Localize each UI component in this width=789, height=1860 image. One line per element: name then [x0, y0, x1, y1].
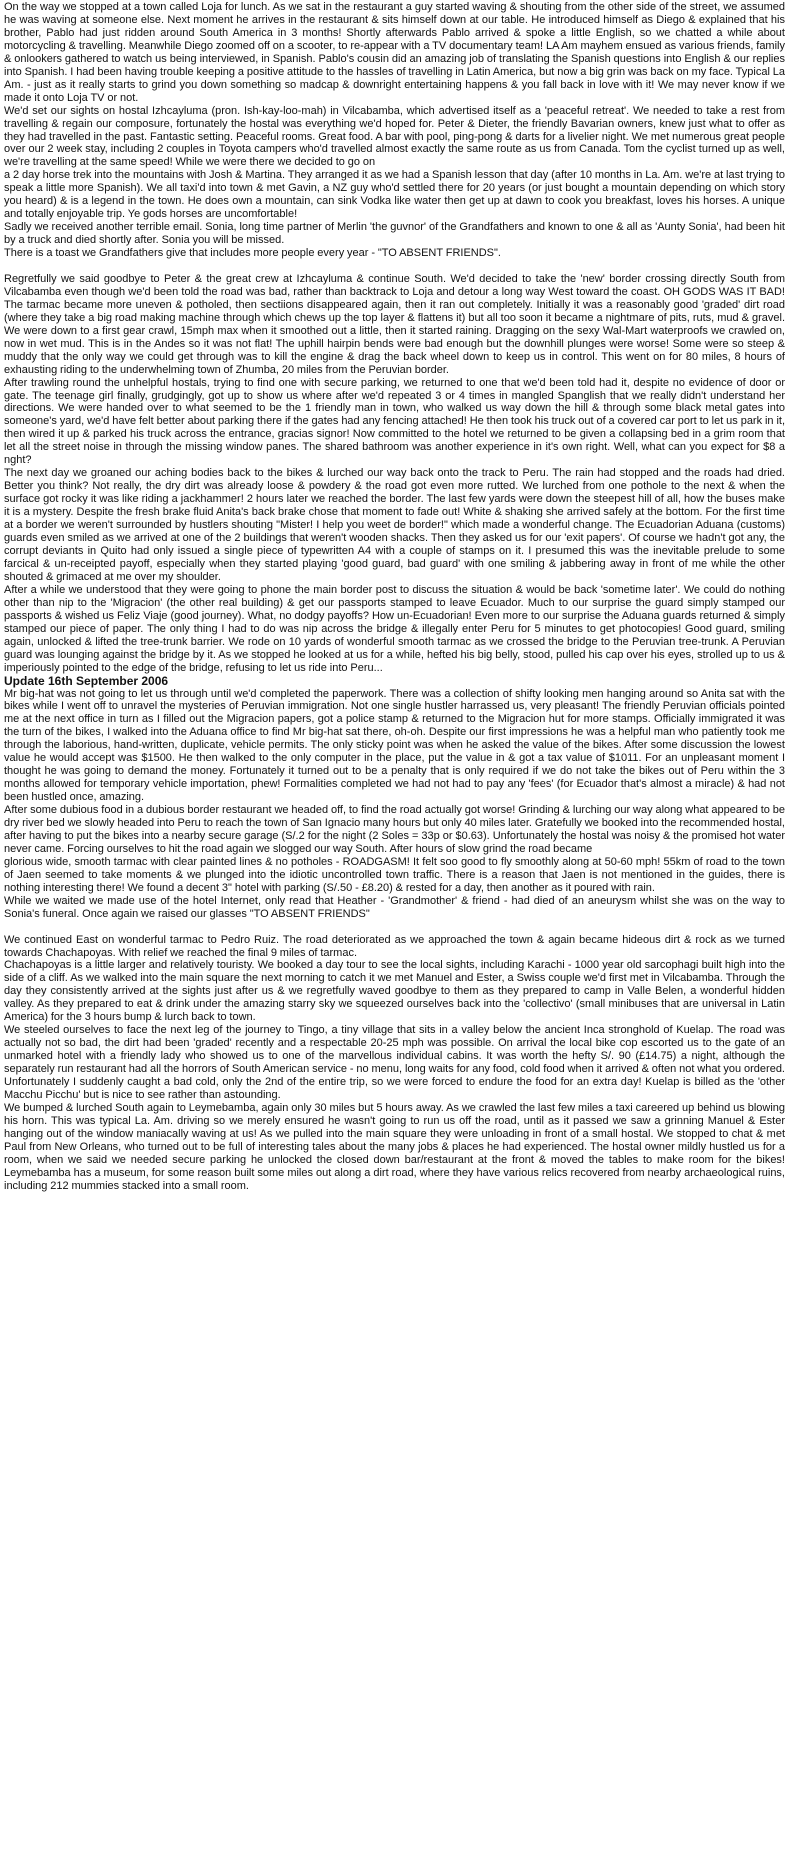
paragraph-ecuador-border: The next day we groaned our aching bodies back to the bikes & lurched our way back onto the track to Peru. The rain had stopped and the roads had dried. Better you think? Not really, the dry dirt was already loose & powdery & the road got even more rutted. We lurched from one pothole to the next & when the surface got rocky it was like riding a jackhammer! 2 hours later we reached the border. The last few yards were down the steepest hill of all, how the buses make it is a mystery. Despite the fresh brake fluid Anita's back brake chose that moment to fade out! White & shaking she arrived safely at the bottom. For the first time at a border we weren't surrounded by hustlers shouting "Mister! I help you weet de border!" which made a wonderful change. The Ecuadorian Aduana (customs) guards even smiled as we arrived at one of the 2 buildings that weren't wooden shacks. Then they asked us for our 'exit papers'. Of course we hadn't got any, the corrupt deviants in Quito had only issued a single piece of typewritten A4 with a couple of stamps on it. I presumed this was the inevitable prelude to some farcical & un-receipted payoff, especially when they started playing 'good guard, bad guard' with one smiling & jabbering away in front of me while the other shouted & grimaced at me over my shoulder. [4, 467, 785, 583]
paragraph-spacer [4, 921, 785, 934]
paragraph-leymebamba: We bumped & lurched South again to Leymebamba, again only 30 miles but 5 hours away. As we crawled the last few miles a taxi careered up behind us blowing his horn. This was typical La. Am. driving so we merely ensured he wasn't going to run us off the road, until as it passed we saw a grinning Manuel & Ester hanging out of the window maniacally waving at us! As we pulled into the main square they were unloading in front of a small hostal. We stopped to chat & met Paul from New Orleans, who turned out to be full of interesting tales about the many jobs & places he had experienced. The hostal owner mildly hustled us for a room, when we said we needed secure parking he unlocked the closed down bar/restaurant at the front & moved the tables to make room for the bikes! Leymebamba has a museum, for some reason built some miles out along a dirt road, where they have various relics recovered from nearby archaeological ruins, including 212 mummies stacked into a small room. [4, 1101, 785, 1192]
paragraph-jaen-tarmac: glorious wide, smooth tarmac with clear painted lines & no potholes - ROADGASM! It felt soo good to fly smoothly along at 50-60 mph! 55km of road to the town of Jaen seemed to take moments & we plunged into the idiotic uncontrolled town traffic. There is a reason that Jaen is not mentioned in the guides, there is nothing interesting there! We found a decent 3" hotel with parking (S/.50 - £8.20) & rested for a day, then another as it poured with rain. [4, 855, 785, 894]
section-peru-entry [4, 688, 785, 921]
paragraph-peruvian-immigration: Mr big-hat was not going to let us through until we'd completed the paperwork. There was a collection of shifty looking men hanging around so Anita sat with the bikes while I went off to unravel the mysteries of Peruvian immigration. Not one single hustler harrassed us, very pleasant! The friendly Peruvian officials pointed me at the next office in turn as I filled out the Migracion papers, got a police stamp & returned to the Migracion hut for more stamps. Officially immigrated it was the turn of the bikes, I walked into the Aduana office to find Mr big-hat sat there, oh-oh. Despite our first impressions he was a helpful man who patiently took me through the laborious, hand-written, duplicate, vehicle permits. The only sticky point was when he asked the value of the bikes. After some discussion the lowest value he would accept was $1500. He then walked to the only computer in the place, put the value in & got a tax value of $1011. For an unpleasant moment I thought he was going to demand the money. Fortunately it turned out to be a penalty that is only required if we do not take the bikes out of Peru within the 3 months allowed for temporary vehicle importation, phew! Formalities completed we had not had to pay any 'fees' (for Ecuador that's almost a miracle) & had not been hustled once, amazing. [4, 687, 785, 804]
paragraph-sonia-email: Sadly we received another terrible email. Sonia, long time partner of Merlin 'the guvnor' of the Grandfathers and known to one & all as 'Aunty Sonia', had been hit by a truck and died shortly after. Sonia you will be missed. [4, 221, 785, 247]
paragraph-chachapoyas: Chachapoyas is a little larger and relatively touristy. We booked a day tour to see the local sights, including Karachi - 1000 year old sarcophagi built high into the side of a cliff. As we walked into the main square the next morning to catch it we met Manuel and Ester, a Swiss couple we'd first met in Vilcabamba. Through the day they consistently arrived at the sights just after us & we regretfully waved goodbye to them as they prepared to camp in Valle Belen, a wonderful hidden valley. As they prepared to eat & drink under the amazing starry sky we squeezed ourselves back into the 'collectivo' (small minibuses that are universal in Latin America) for the 3 hours bump & lurch back to town. [4, 959, 785, 1024]
section-border-crossing [4, 273, 785, 675]
paragraph-zhumba-hostal: After trawling round the unhelpful hostals, trying to find one with secure parking, we returned to one that we'd been told had it, despite no evidence of door or gate. The teenage girl finally, grudgingly, got up to show us where after we'd repeated 3 or 4 times in mangled Spanglish that we really didn't understand her directions. We were handed over to what seemed to be the 1 friendly man in town, who walked us way down the hill & through some black metal gates into someone's yard, we'd have felt better about parking there if the gates had any fencing attached! He then took his truck out of a covered car port to let us park in it, then wired it up & parked his truck across the entrance, gracias signor! Now committed to the hotel we returned to be given a collapsing bed in a grim room that let all the street noise in through the missing window panes. The shared bathroom was another experience in it's own right. Well, what can you expect for $8 a nght? [4, 376, 785, 467]
paragraph-pedro-ruiz: We continued East on wonderful tarmac to Pedro Ruiz. The road deteriorated as we approached the town & again became hideous dirt & rock as we turned towards Chachapoyas. With relief we reached the final 9 miles of tarmac. [4, 933, 785, 959]
paragraph-tingo-kuelap: We steeled ourselves to face the next leg of the journey to Tingo, a tiny village that sits in a valley below the ancient Inca stronghold of Kuelap. The road was actually not so bad, the dirt had been 'graded' recently and a respectable 20-25 mph was possible. On arrival the local bike cop escorted us to the gate of an unmarked hotel with a friendly lady who showed us to one of the marvellous individual cabins. It was worth the hefty S/. 90 (£14.75) a night, although the separately run restaurant had all the horrors of South American service - no menu, long waits for any food, cold food when it arrived & often not what you ordered. Unfortunately I suddenly caught a bad cold, only the 2nd of the entire trip, so we were forced to endure the food for an extra day! Kuelap is billed as the 'other Macchu Picchu' but is nice to see rather than astounding. [4, 1024, 785, 1101]
paragraph-migracion: After a while we understood that they were going to phone the main border post to discuss the situation & would be back 'sometime later'. We could do nothing other than nip to the 'Migracion' (the other real building) & get our passports stamped to leave Ecuador. Much to our surprise the guard simply stamped our passports & wished us Feliz Viaje (good journey). What, no dodgy payoffs? How un-Ecuadorian! Even more to our surprise the Aduana guards returned & simply stamped our piece of paper. The only thing I had to do was nip across the bridge & illegally enter Peru for 5 minutes to get photocopies! Good guard, smiling again, unlocked & lifted the tree-trunk barrier. We rode on 10 yards of wonderful smooth tarmac as we crossed the bridge to the Peruvian tree-trunk. A Peruvian guard was lounging against the bridge by it. As we stopped he looked at us for a while, hefted his big belly, stood, pulled his cap over his eyes, strolled up to us & imperiously pointed to the edge of the bridge, refusing to let us ride into Peru... [4, 583, 785, 674]
section-loja-vilcabamba [4, 1, 785, 260]
paragraph-leaving-izhcayluma: Regretfully we said goodbye to Peter & the great crew at Izhcayluma & continue South. We'd decided to take the 'new' border crossing directly South from Vilcabamba even though we'd been told the road was bad, rather than backtrack to Loja and detour a long way West toward the coast. OH GODS WAS IT BAD! The tarmac became more uneven & potholed, then sectiions disappeared again, then it ran out completely. Initially it was a reasonably good 'graded' dirt road (where they take a big road making machine through which chews up the top layer & flattens it) but all too soon it became a nightmare of pits, ruts, mud & gravel. We were down to a first gear crawl, 15mph max when it smoothed out a little, then it started raining. Dragging on the sexy Wal-Mart waterproofs we crawled on, now in wet mud. This is in the Andes so it was not flat! The uphill hairpin bends were bad enough but the downhill plunges were worse! Some were so steep & muddy that the only way we could get through was to kill the engine & drag the back wheel down to keep us in control. This went on for 80 miles, 8 hours of exhausting riding to the underwhelming town of Zhumba, 20 miles from the Peruvian border. [4, 272, 785, 376]
paragraph-absent-friends-toast: There is a toast we Grandfathers give that includes more people every year - "TO ABSENT FRIENDS". [4, 247, 501, 260]
paragraph-horse-trek: a 2 day horse trek into the mountains with Josh & Martina. They arranged it as we had a Spanish lesson that day (after 10 months in La. Am. we're at last trying to speak a little more Spanish). We all taxi'd into town & met Gavin, a NZ guy who'd settled there for 20 years (or just bought a mountain depending on which story you heard) & is a legend in the town. He does own a mountain, can sink Vodka like water then get up at dawn to cook you breakfast, loves his horses. A unique and totally enjoyable trip. Ye gods horses are uncomfortable! [4, 169, 785, 221]
paragraph-loja-lunch: On the way we stopped at a town called Loja for lunch. As we sat in the restaurant a guy started waving & shouting from the other side of the street, we assumed he was waving at someone else. Next moment he arrives in the restaurant & sits himself down at our table. He introduced himself as Diego & explained that his brother, Pablo had just ridden around South America in 3 months! Shortly afterwards Pablo arrived & spoke a little English, so we chatted a while about motorcycling & travelling. Meanwhile Diego zoomed off on a scooter, to re-appear with a TV documentary team! LA Am mayhem ensued as various friends, family & onlookers gathered to watch us being interviewed, in Spanish. Pablo's cousin did an amazing job of translating the Spanish questions into English & our replies into Spanish. I had been having trouble keeping a positive attitude to the hassles of travelling in Latin America, but now a big grin was back on my face. Typical La Am. - just as it really starts to grind you down something so madcap & downright entertaining happens & you fall back in love with it! We may never know if we made it onto Loja TV or not. [4, 1, 785, 104]
paragraph-spacer [4, 260, 785, 273]
paragraph-izhcayluma-hostal: We'd set our sights on hostal Izhcayluma (pron. Ish-kay-loo-mah) in Vilcabamba, which advertised itself as a 'peaceful retreat'. We needed to take a rest from travelling & regain our composure, fortunately the hostal was everything we'd hoped for. Peter & Dieter, the friendly Bavarian owners, knew just what to offer as they had travelled in the past. Fantastic setting. Peaceful rooms. Great food. A bar with pool, ping-pong & darts for a livelier night. We met numerous great people over our 2 week stay, including 2 couples in Toyota campers who'd travelled almost exactly the same route as us from Canada. Tom the cyclist turned up as well, we're travelling at the same speed! While we were there we decided to go on [4, 104, 785, 169]
paragraph-heather-news: While we waited we made use of the hotel Internet, only read that Heather - 'Grandmother' & friend - had died of an aneurysm whilst she was on the way to Sonia's funeral. Once again we raised our glasses "TO ABSENT FRIENDS" [4, 894, 785, 920]
update-heading: Update 16th September 2006 [4, 673, 169, 688]
section-chachapoyas-leymebamba [4, 934, 785, 1193]
paragraph-san-ignacio: After some dubious food in a dubious border restaurant we headed off, to find the road actually got worse! Grinding & lurching our way along what appeared to be dry river bed we slowly headed into Peru to reach the town of San Ignacio many hours but only 40 miles later. Gratefully we booked into the recommended hostal, after having to put the bikes into a nearby secure garage (S/.2 for the night (2 Soles = 33p or $0.63). Unfortunately the hostal was noisy & the promised hot water never came. Forcing ourselves to hit the road again we slogged our way South. After hours of slow grind the road became [4, 804, 785, 855]
